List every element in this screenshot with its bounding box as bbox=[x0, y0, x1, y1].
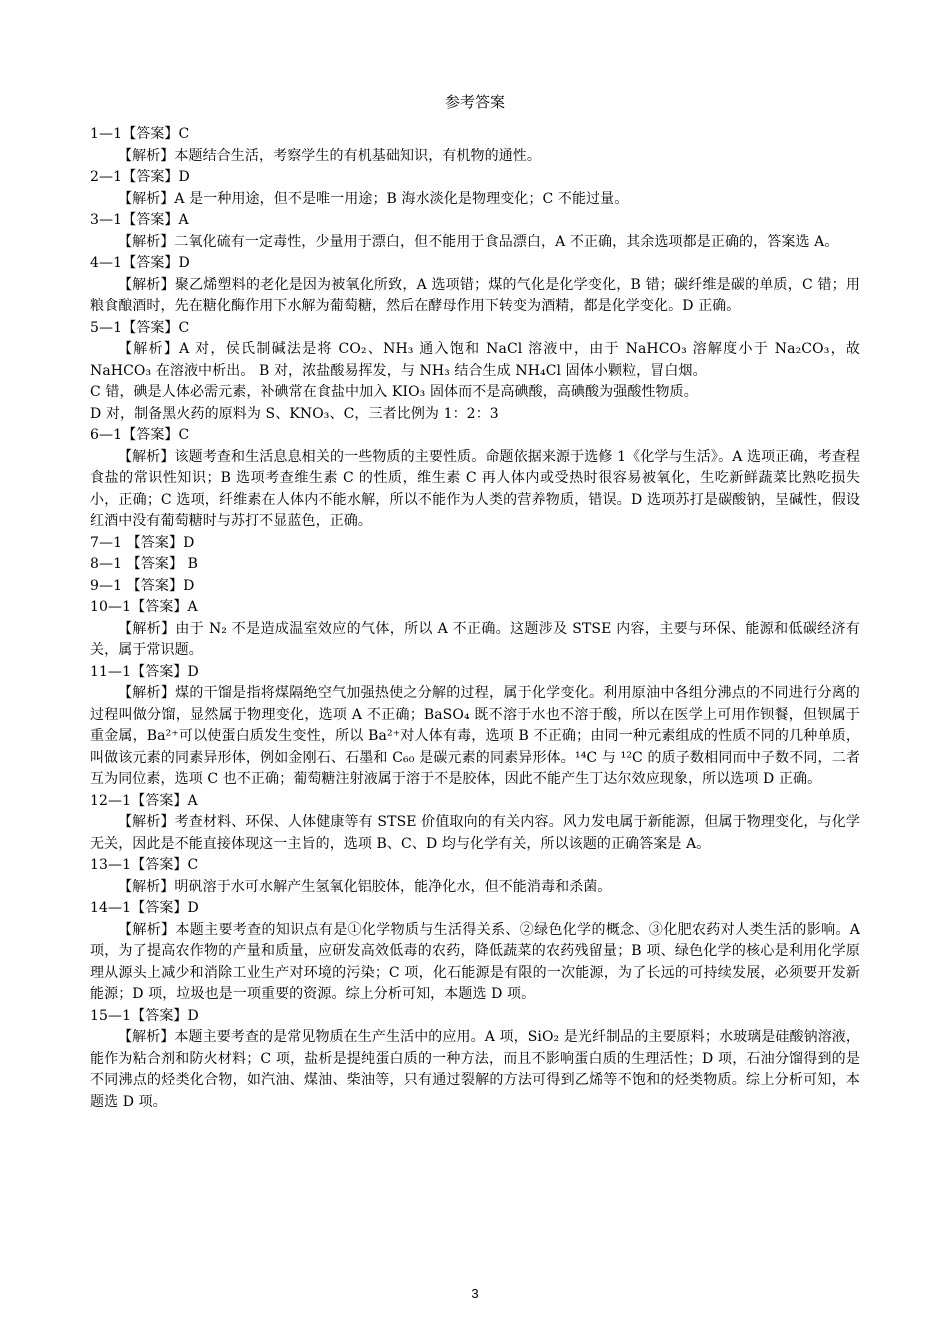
answer-line: 1—1【答案】C bbox=[90, 126, 190, 142]
analysis-paragraph: 【解析】考查材料、环保、人体健康等有 STSE 价值取向的有关内容。风力发电属于新能源，但属于物理变化，与化学无关，因此是不能直接体现这一主旨的，选项 B、C、D 均与化学有关，所以该题的正确答案是 A。 bbox=[90, 814, 860, 852]
answer-line: 4—1【答案】D bbox=[90, 255, 190, 271]
answer-line: 6—1【答案】C bbox=[90, 427, 190, 443]
analysis-paragraph: 【解析】聚乙烯塑料的老化是因为被氧化所致，A 选项错；煤的气化是化学变化，B 错；碳纤维是碳的单质，C 错；用粮食酿酒时，先在糖化酶作用下水解为葡萄糖，然后在酵母作用下转变为酒精，都是化学变化。D 正确。 bbox=[90, 276, 860, 314]
analysis-line: C 错，碘是人体必需元素，补碘常在食盐中加入 KIO₃ 固体而不是高碘酸，高碘酸为强酸性物质。 bbox=[90, 384, 698, 400]
answer-line: 15—1【答案】D bbox=[90, 1007, 199, 1024]
analysis-paragraph: 【解析】A 对，侯氏制碱法是将 CO₂、NH₃ 通入饱和 NaCl 溶液中，由于 NaHCO₃ 溶解度小于 Na₂CO₃，故 NaHCO₃ 在溶液中析出。 B 对，浓盐酸易挥发，与 NH₃ 结合生成 NH₄Cl 固体小颗粒，冒白烟。 bbox=[90, 341, 860, 379]
answer-line: 8—1 【答案】 B bbox=[90, 556, 199, 572]
analysis-line: D 对，制备黑火药的原料为 S、KNO₃、C，三者比例为 1：2：3 bbox=[90, 405, 499, 422]
page-title: 参考答案 bbox=[444, 93, 505, 111]
analysis-paragraph: 【解析】A 是一种用途，但不是唯一用途；B 海水淡化是物理变化；C 不能过量。 bbox=[118, 190, 629, 207]
answer-line: 2—1【答案】D bbox=[90, 169, 190, 185]
analysis-paragraph: 【解析】本题结合生活，考察学生的有机基础知识，有机物的通性。 bbox=[118, 147, 541, 164]
answer-line: 13—1【答案】C bbox=[90, 857, 199, 873]
answer-line: 7—1 【答案】D bbox=[90, 534, 195, 551]
answer-line: 10—1【答案】A bbox=[90, 599, 198, 615]
analysis-paragraph: 【解析】二氧化硫有一定毒性，少量用于漂白，但不能用于食品漂白，A 不正确，其余选项都是正确的，答案选 A。 bbox=[118, 233, 839, 250]
analysis-paragraph: 【解析】该题考查和生活息息相关的一些物质的主要性质。命题依据来源于选修 1《化学与生活》。A 选项正确，考查程食盐的常识性知识；B 选项考查维生素 C 的性质，维生素 C 再人体内或受热时很容易被氧化，生吃新鲜蔬菜比熟吃损失小，正确；C 选项，纤维素在人体内不能水解，所以不能作为人类的营养物质，错误。D 选项苏打是碳酸钠，呈碱性，假设红酒中没有葡萄糖时与苏打不显蓝色，正确。 bbox=[90, 448, 860, 529]
answer-line: 5—1【答案】C bbox=[90, 319, 190, 336]
analysis-paragraph: 【解析】本题主要考查的知识点有是①化学物质与生活得关系、②绿色化学的概念、③化肥农药对人类生活的影响。A 项，为了提高农作物的产量和质量，应研发高效低毒的农药，降低蔬菜的农药残留量；B 项、绿色化学的核心是利用化学原理从源头上减少和消除工业生产对环境的污染；C 项，化石能源是有限的一次能源，为了长远的可持续发展，必须要开发新能源；D 项，垃圾也是一项重要的资源。综上分析可知，本题选 D 项。 bbox=[90, 921, 860, 1002]
answer-line: 11—1【答案】D bbox=[90, 663, 199, 680]
analysis-paragraph: 【解析】本题主要考查的是常见物质在生产生活中的应用。A 项，SiO₂ 是光纤制品的主要原料；水玻璃是硅酸钠溶液，能作为粘合剂和防火材料；C 项，盐析是提纯蛋白质的一种方法，而且不影响蛋白质的生理活性；D 项，石油分馏得到的是不同沸点的烃类化合物，如汽油、煤油、柴油等，只有通过裂解的方法可得到乙烯等不饱和的烃类物质。综上分析可知，本题选 D 项。 bbox=[90, 1029, 860, 1110]
answer-line: 14—1【答案】D bbox=[90, 900, 199, 916]
answer-list bbox=[90, 124, 860, 1113]
answer-line: 9—1 【答案】D bbox=[90, 577, 195, 594]
page-number: 3 bbox=[471, 1286, 479, 1301]
analysis-paragraph: 【解析】明矾溶于水可水解产生氢氧化铝胶体，能净化水，但不能消毒和杀菌。 bbox=[118, 878, 612, 895]
analysis-paragraph: 【解析】煤的干馏是指将煤隔绝空气加强热使之分解的过程，属于化学变化。利用原油中各组分沸点的不同进行分离的过程叫做分馏，显然属于物理变化，选项 A 不正确；BaSO₄ 既不溶于水也不溶于酸，所以在医学上可用作钡餐，但钡属于重金属，Ba²⁺可以使蛋白质发生变性，所以 Ba²⁺对人体有毒，选项 B 不正确；由同一种元素组成的性质不同的几种单质，叫做该元素的同素异形体，例如金刚石、石墨和 C₆₀ 是碳元素的同素异形体。¹⁴C 与 ¹²C 的质子数相同而中子数不同，二者互为同位素，选项 C 也不正确；葡萄糖注射液属于溶于不是胶体，因此不能产生丁达尔效应现象，所以选项 D 正确。 bbox=[90, 685, 860, 787]
answer-line: 12—1【答案】A bbox=[90, 792, 198, 809]
analysis-paragraph: 【解析】由于 N₂ 不是造成温室效应的气体，所以 A 不正确。这题涉及 STSE 内容，主要与环保、能源和低碳经济有关，属于常识题。 bbox=[90, 620, 860, 658]
answer-line: 3—1【答案】A bbox=[90, 212, 189, 228]
